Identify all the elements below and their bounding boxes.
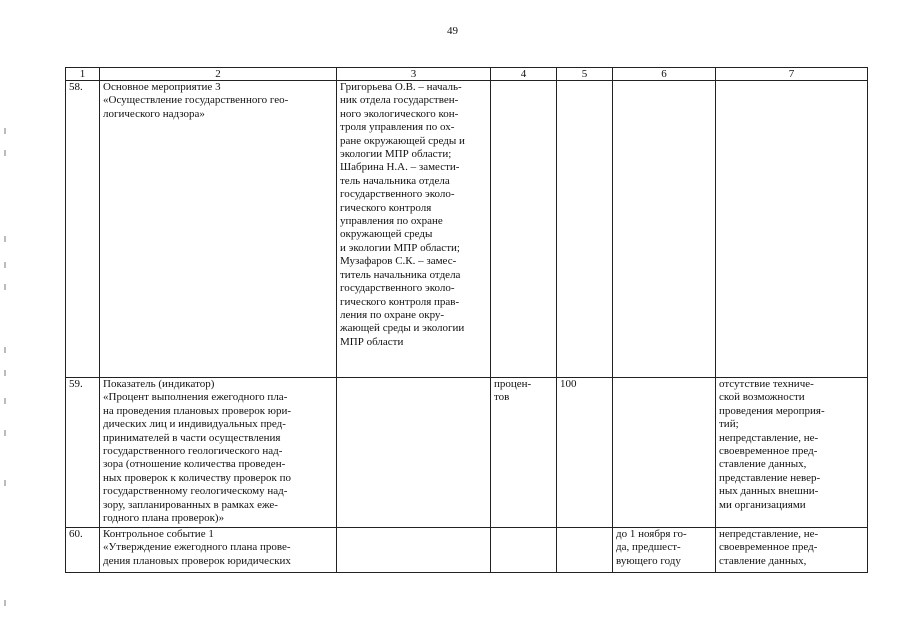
risks-cell: отсутствие техниче- ской возможности проведения мероприя- тий; непредставление, не- своевременное пред- ставление данных, представление невер- ных данных внешни- ми организациями [716,378,868,528]
activity-description: Основное мероприятие 3 «Осуществление государственного гео- логического надзора» [100,81,337,378]
unit-cell: процен- тов [491,378,557,528]
column-header: 6 [613,68,716,81]
column-header: 5 [557,68,613,81]
column-header: 2 [100,68,337,81]
table-row [66,528,868,573]
scan-edge-marks [4,0,12,640]
deadline-cell: до 1 ноября го- да, предшест- вующего году [613,528,716,573]
deadline-cell [613,378,716,528]
deadline-cell [613,81,716,378]
unit-cell [491,81,557,378]
value-cell: 100 [557,378,613,528]
risks-cell: непредставление, не- своевременное пред- ставление данных, [716,528,868,573]
unit-cell [491,528,557,573]
value-cell [557,81,613,378]
responsible-persons: Григорьева О.В. – началь- ник отдела государствен- ного экологического кон- троля управления по ох- ране окружающей среды и экологии МПР области; Шабрина Н.А. – замести- тель начальника отдела государственного эколо- гического контроля управления по охране окружающей среды и экологии МПР области; Музафаров С.К. – замес- титель начальника отдела государственного эколо- гического контроля прав- ления по охране окру- жающей среды и экологии МПР области [337,81,491,378]
activity-description: Показатель (индикатор) «Процент выполнения ежегодного пла- на проведения плановых проверок юри- дических лиц и индивидуальных пред- принимателей в части осуществления государственного геологического над- зора (отношение количества проведен- ных проверок к количеству проверок по государственному геологическому над- зору, запланированных в рамках еже- годного плана проверок)» [100,378,337,528]
responsible-persons [337,378,491,528]
page-number: 49 [447,25,458,37]
column-header: 7 [716,68,868,81]
table-row [66,378,868,528]
column-header: 4 [491,68,557,81]
column-header: 1 [66,68,100,81]
responsible-persons [337,528,491,573]
risks-cell [716,81,868,378]
value-cell [557,528,613,573]
table-row [66,81,868,378]
row-number: 58. [66,81,100,378]
column-header: 3 [337,68,491,81]
program-activities-table [65,67,868,573]
activity-description: Контрольное событие 1 «Утверждение ежегодного плана прове- дения плановых проверок юридических [100,528,337,573]
row-number: 60. [66,528,100,573]
table-header-row [66,68,868,81]
row-number: 59. [66,378,100,528]
